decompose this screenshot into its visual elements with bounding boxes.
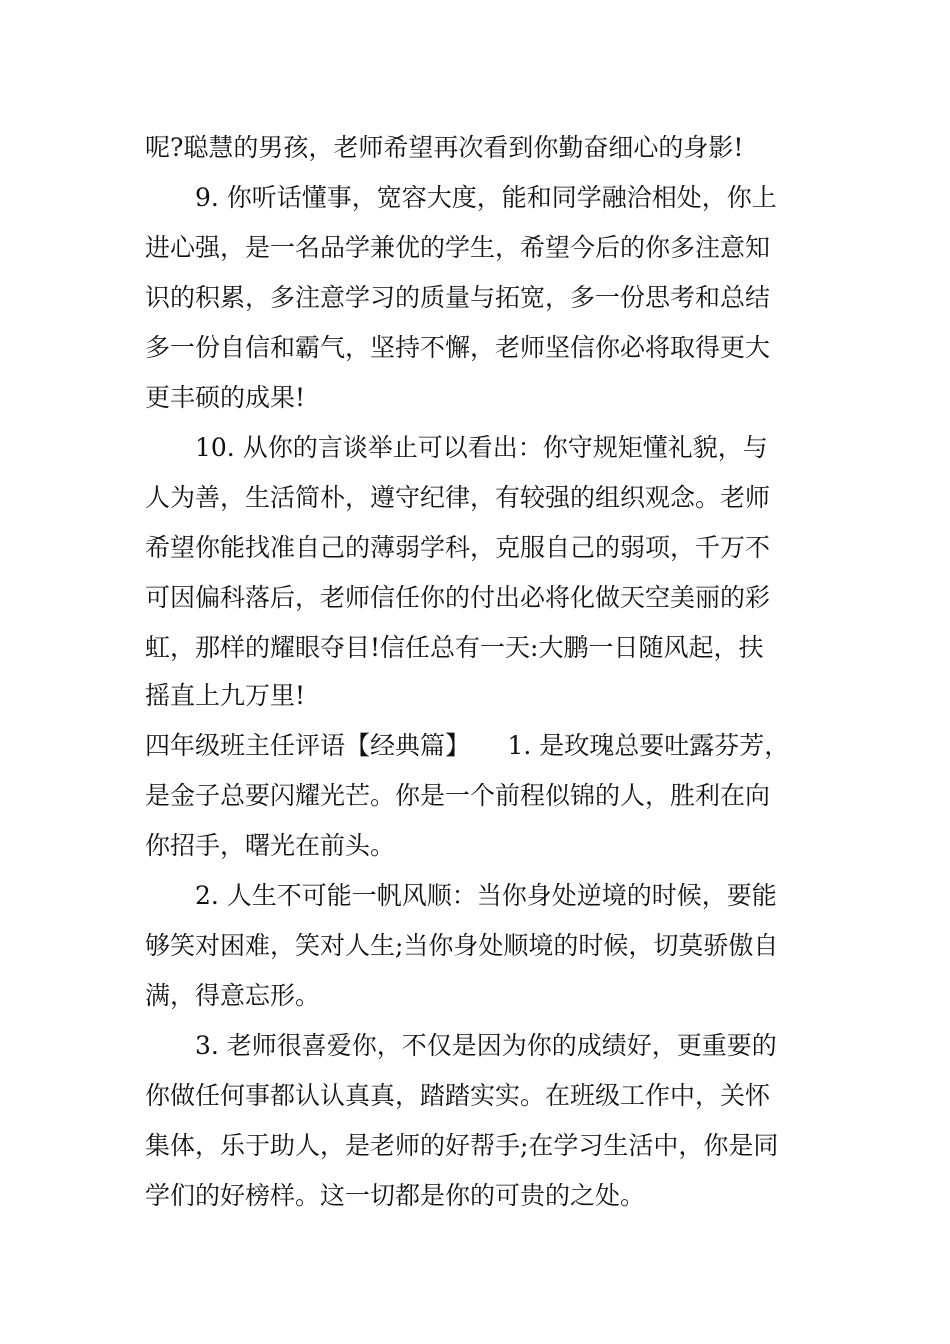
text-line: 满，得意忘形。 xyxy=(145,981,321,1010)
text-line: 2. 人生不可能一帆风顺：当你身处逆境的时候，要能 xyxy=(195,881,777,910)
text-line: 集体，乐于助人，是老师的好帮手;在学习生活中，你是同 xyxy=(145,1131,779,1160)
text-line: 学们的好榜样。这一切都是你的可贵的之处。 xyxy=(145,1181,646,1210)
text-line: 更丰硕的成果! xyxy=(145,383,306,412)
text-line: 多一份自信和霸气，坚持不懈，老师坚信你必将取得更大 xyxy=(145,333,771,362)
text-line: 够笑对困难，笑对人生;当你身处顺境的时候，切莫骄傲自 xyxy=(145,931,779,960)
text-line: 进心强，是一名品学兼优的学生，希望今后的你多注意知 xyxy=(145,233,771,262)
text-line: 希望你能找准自己的薄弱学科，克服自己的弱项，千万不 xyxy=(145,533,771,562)
text-line: 可因偏科落后，老师信任你的付出必将化做天空美丽的彩 xyxy=(145,583,771,612)
text-line: 呢?聪慧的男孩，老师希望再次看到你勤奋细心的身影! xyxy=(145,133,744,162)
text-line: 3. 老师很喜爱你，不仅是因为你的成绩好，更重要的 xyxy=(195,1031,777,1060)
text-line: 9. 你听话懂事，宽容大度，能和同学融洽相处，你上 xyxy=(195,183,777,212)
text-line: 摇直上九万里! xyxy=(145,681,306,710)
text-line: 是金子总要闪耀光芒。你是一个前程似锦的人，胜利在向 xyxy=(145,781,771,810)
text-line: 识的积累，多注意学习的质量与拓宽，多一份思考和总结 xyxy=(145,283,771,312)
section-heading-line: 四年级班主任评语【经典篇】 1. 是玫瑰总要吐露芬芳， xyxy=(145,731,790,760)
text-line: 10. 从你的言谈举止可以看出：你守规矩懂礼貌，与 xyxy=(195,433,768,462)
text-line: 你招手，曙光在前头。 xyxy=(145,831,396,860)
text-line: 你做任何事都认认真真，踏踏实实。在班级工作中，关怀 xyxy=(145,1081,771,1110)
text-line: 虹，那样的耀眼夺目!信任总有一天:大鹏一日随风起，扶 xyxy=(145,633,764,662)
text-line: 人为善，生活简朴，遵守纪律，有较强的组织观念。老师 xyxy=(145,483,771,512)
